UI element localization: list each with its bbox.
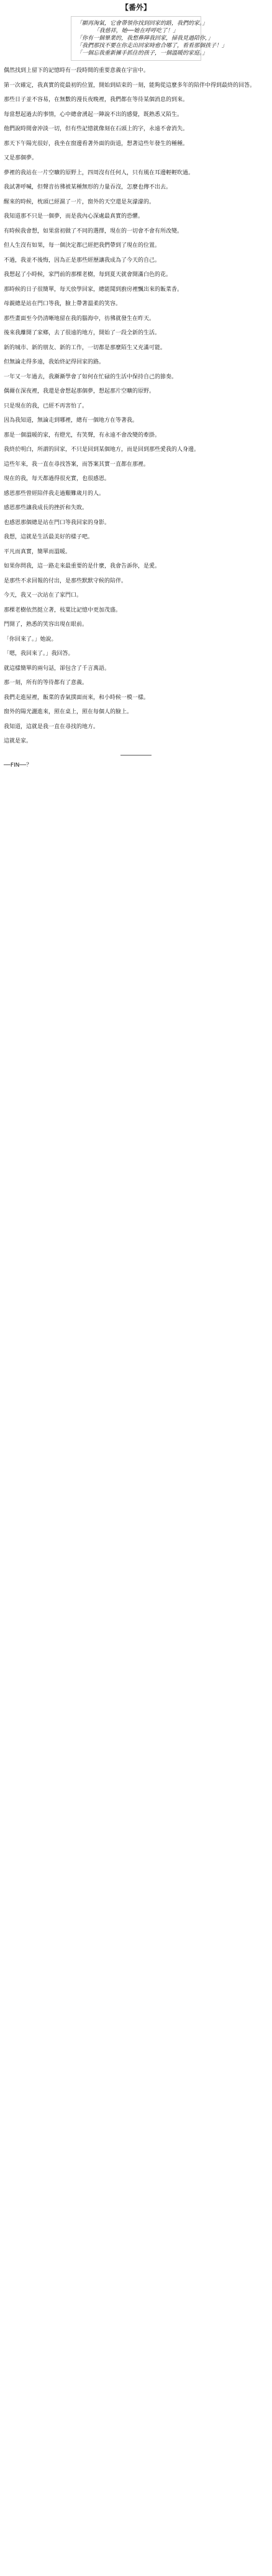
story-paragraph: 是那些不求回報的付出，是那些默默守候的陪伴。 — [4, 577, 127, 584]
story-paragraph: 醒來的時候，枕頭已經濕了一片，窗外的天空還是灰濛濛的。 — [4, 198, 155, 205]
story-paragraph: 一年又一年過去，我漸漸學會了如何在忙碌的生活中保持自己的節奏。 — [4, 373, 178, 380]
story-body — [4, 67, 268, 746]
story-paragraph: 母親總是站在門口等我，臉上帶著溫柔的笑容。 — [4, 301, 122, 307]
story-paragraph: 今天，我又一次站在了家門口。 — [4, 592, 83, 599]
story-paragraph: 就這樣簡單的兩句話，卻包含了千言萬語。 — [4, 665, 111, 672]
document-title: 【番外】 — [120, 3, 151, 12]
story-paragraph: 我想，這就是生活最美好的樣子吧。 — [4, 534, 94, 540]
story-paragraph: 新的城市、新的朋友、新的工作，一切都是那麼陌生又充滿可能。 — [4, 344, 166, 351]
story-paragraph: 又是那個夢。 — [4, 155, 38, 161]
story-paragraph: 平凡而真實，簡單而溫暖。 — [4, 548, 71, 555]
story-paragraph: 我們走進屋裡，飯菜的香氣撲面而來，和小時候一模一樣。 — [4, 694, 150, 701]
story-paragraph: 門開了，熟悉的笑容出現在眼前。 — [4, 622, 88, 628]
story-paragraph: 窗外的陽光灑進來，照在桌上，照在每個人的臉上。 — [4, 709, 133, 715]
story-paragraph: 感恩那些曾經陪伴我走過艱難歲月的人。 — [4, 490, 105, 497]
story-paragraph: 偶然找到上留下的記憶時有一段時間的重要意義在宇宙中。 — [4, 68, 150, 74]
story-paragraph: 只是現在的我，已經不再害怕了。 — [4, 403, 88, 409]
story-paragraph: 那一刻，所有的等待都有了意義。 — [4, 680, 88, 686]
story-paragraph: 我試著呼喊，但聲音彷彿被某種無形的力量吞沒，怎麼也傳不出去。 — [4, 184, 172, 190]
opening-quote-box — [71, 16, 228, 61]
story-paragraph: 第一次確定，我真實的從最初的位置，開始到結束的一刻，能夠從這麼多年的陪伴中得到最終的回答。 — [4, 82, 256, 89]
quote-line: 「我慈祥，她──她在呼呼吃了！」 — [93, 28, 179, 34]
story-paragraph: 那天下午陽光很好，我坐在窗邊看著外面的街道，想著這些年發生的種種。 — [4, 140, 189, 147]
quote-line: 「願再淘氣，它會帶領你找到回家的路，我們的家。」 — [76, 20, 208, 27]
quote-line: 「一個忘我重新擁手抓住的孩子，一個溫暖的家庭。」 — [76, 50, 208, 56]
story-paragraph: 如果你問我，這一路走來最重要的是什麼，我會告訴你，是愛。 — [4, 563, 161, 569]
story-paragraph: 這就是家。 — [4, 738, 32, 744]
story-paragraph: 這些年來，我一直在尋找答案，而答案其實一直都在那裡。 — [4, 461, 150, 468]
story-paragraph: 我知道，這就是我一直在尋找的地方。 — [4, 723, 99, 730]
story-paragraph: 我想起了小時候，家門前的那棵老樹，每到夏天就會開滿白色的花。 — [4, 272, 172, 278]
story-paragraph: 但人生沒有如果，每一個決定都已經把我們帶到了現在的位置。 — [4, 243, 161, 249]
ending-mark: ──FIN──？ — [4, 762, 32, 769]
story-paragraph: 不過，我並不後悔，因為正是那些經歷讓我成為了今天的自己。 — [4, 257, 161, 264]
story-paragraph: 後來我離開了家鄉，去了很遠的地方，開始了一段全新的生活。 — [4, 330, 161, 336]
story-paragraph: 「你回來了。」她說。 — [4, 636, 57, 643]
story-paragraph: 感恩那些讓我成長的挫折和失敗。 — [4, 505, 88, 511]
story-paragraph: 但無論走得多遠，我始終記得回家的路。 — [4, 359, 105, 365]
story-paragraph: 他們說時間會沖淡一切，但有些記憶就像刻在石頭上的字，永遠不會消失。 — [4, 126, 189, 132]
story-paragraph: 那是一個溫暖的家，有燈光，有笑聲，有永遠不會改變的牽掛。 — [4, 432, 161, 439]
quote-line: 「我們那找不要在你走出回家時愈合哪了，看看那個孩子！」 — [76, 43, 228, 49]
story-paragraph: 有時候我會想，如果當初做了不同的選擇，現在的一切會不會有所改變。 — [4, 228, 183, 234]
story-paragraph: 現在的我，每天都過得很充實，也很感恩。 — [4, 476, 111, 482]
story-paragraph: 那棵老樹依然挺立著，枝葉比記憶中更加茂盛。 — [4, 607, 122, 613]
story-paragraph: 我終於明白，所謂的回家，不只是回到某個地方，而是回到那些愛我的人身邊。 — [4, 447, 200, 453]
story-paragraph: 「嗯，我回來了。」我回答。 — [4, 651, 74, 657]
story-paragraph: 也感恩那個總是站在門口等我回家的身影。 — [4, 519, 111, 526]
story-paragraph: 那時候的日子很簡單，每天放學回家，總能聞到廚房裡飄出來的飯菜香。 — [4, 286, 183, 293]
story-paragraph: 我知道那不只是一個夢，而是我內心深處最真實的恐懼。 — [4, 213, 144, 220]
story-paragraph: 每當想起過去的事情，心中總會湧起一陣說不出的感覺，既熟悉又陌生。 — [4, 111, 183, 118]
story-paragraph: 夢裡的我站在一片空曠的原野上，四周沒有任何人，只有風在耳邊輕輕吹過。 — [4, 169, 194, 176]
story-paragraph: 偶爾在深夜裡，我還是會想起那個夢，想起那片空曠的原野。 — [4, 388, 155, 394]
story-paragraph: 因為我知道，無論走到哪裡，總有一個地方在等著我。 — [4, 417, 138, 424]
quote-line: 「你有一個畢業的，我想鼻陣我回家，掃我見過陪你，」 — [76, 35, 214, 42]
story-paragraph: 那些畫面至今仍清晰地留在我的腦海中，彷彿就發生在昨天。 — [4, 315, 155, 322]
story-paragraph: 那些日子並不容易，在無數的漫長夜晚裡，我們都在等待某個消息的到來。 — [4, 97, 189, 103]
